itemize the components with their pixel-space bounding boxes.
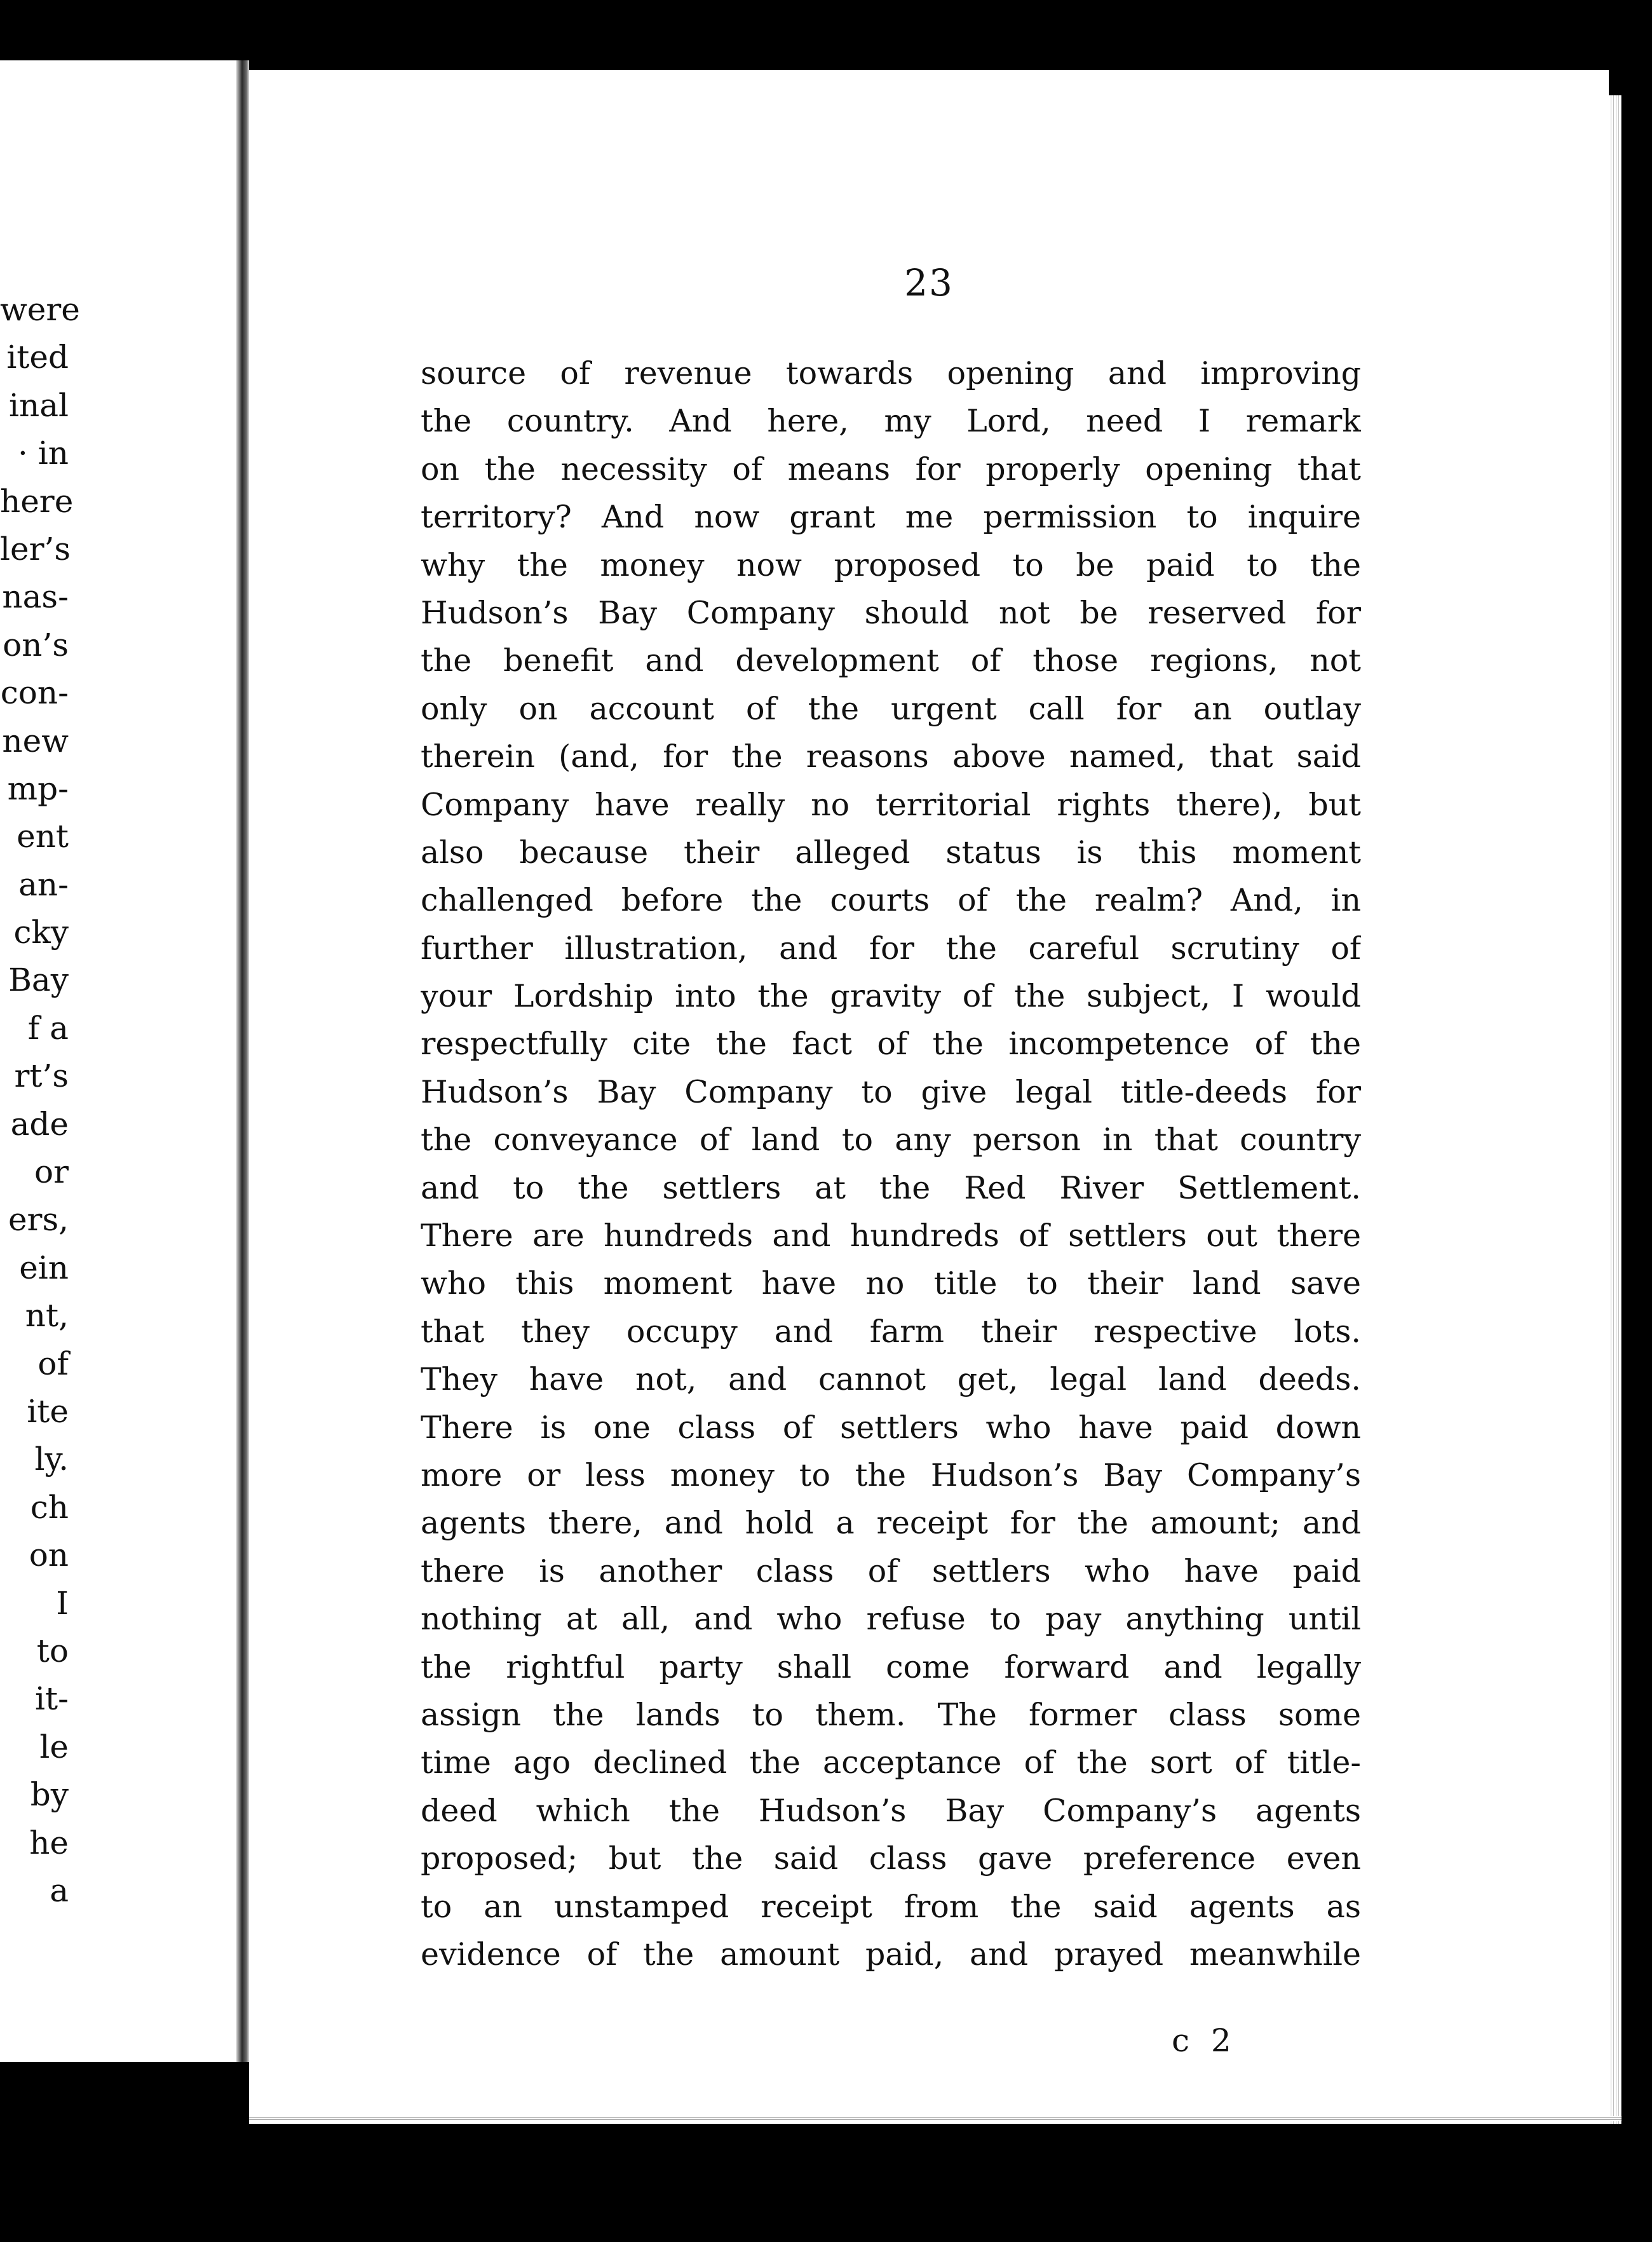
- left-line: of: [37, 1345, 69, 1382]
- text-line: to an unstamped receipt from the said agents as: [421, 1888, 1361, 1925]
- text-line: therein (and, for the reasons above named, that said: [421, 738, 1361, 775]
- left-line: were: [0, 291, 80, 328]
- left-line: inal: [9, 386, 69, 424]
- text-line: territory? And now grant me permission to inquire: [421, 499, 1361, 536]
- left-line: mp-: [7, 770, 69, 807]
- text-line: also because their alleged status is this moment: [421, 834, 1361, 871]
- text-line: nothing at all, and who refuse to pay anything until: [421, 1601, 1361, 1638]
- left-line: new: [2, 722, 69, 759]
- left-line: an-: [18, 866, 69, 903]
- text-line: time ago declined the acceptance of the sort of title-: [421, 1744, 1361, 1781]
- left-line: or: [34, 1153, 69, 1191]
- text-line: Hudson’s Bay Company should not be reserved for: [421, 594, 1361, 631]
- left-line: ite: [27, 1392, 69, 1430]
- left-line: ly.: [34, 1441, 69, 1478]
- left-line: ers,: [8, 1201, 69, 1239]
- text-line: your Lordship into the gravity of the subject, I would: [421, 978, 1361, 1015]
- left-line: ent: [17, 818, 69, 855]
- text-line: There is one class of settlers who have paid down: [421, 1409, 1361, 1446]
- text-line: why the money now proposed to be paid to the: [421, 547, 1361, 583]
- text-line: the rightful party shall come forward and legally: [421, 1648, 1361, 1685]
- page-number: 23: [904, 261, 954, 304]
- text-line: They have not, and cannot get, legal land deeds.: [421, 1361, 1361, 1398]
- left-line: he: [29, 1824, 69, 1861]
- text-line: respectfully cite the fact of the incompetence of the: [421, 1026, 1361, 1063]
- text-line: on the necessity of means for properly opening that: [421, 451, 1361, 487]
- left-line: ited: [6, 339, 69, 376]
- text-line: evidence of the amount paid, and prayed meanwhile: [421, 1936, 1361, 1973]
- left-line: a: [50, 1872, 69, 1909]
- text-line: that they occupy and farm their respective lots.: [421, 1313, 1361, 1350]
- body-text: [421, 350, 1361, 1978]
- left-line: nas-: [2, 578, 69, 616]
- page-edge: [1609, 95, 1622, 2124]
- text-line: the country. And here, my Lord, need I remark: [421, 403, 1361, 440]
- left-line: it-: [35, 1680, 69, 1718]
- text-line: there is another class of settlers who have paid: [421, 1552, 1361, 1589]
- left-line: here: [0, 482, 74, 520]
- left-line: le: [39, 1728, 69, 1765]
- left-line: on: [29, 1537, 69, 1574]
- left-line: cky: [13, 914, 69, 951]
- text-line: agents there, and hold a receipt for the amount; and: [421, 1505, 1361, 1542]
- left-line: con-: [0, 674, 69, 712]
- text-line: There are hundreds and hundreds of settlers out there: [421, 1218, 1361, 1254]
- left-page-text: [0, 286, 80, 1915]
- text-line: the benefit and development of those regions, not: [421, 642, 1361, 679]
- book-gutter: [236, 60, 249, 2062]
- text-line: assign the lands to them. The former class some: [421, 1696, 1361, 1733]
- left-line: f a: [27, 1009, 69, 1047]
- left-line: ler’s: [0, 530, 71, 567]
- text-line: the conveyance of land to any person in that country: [421, 1122, 1361, 1158]
- left-line: rt’s: [14, 1057, 69, 1095]
- text-line: proposed; but the said class gave preference even: [421, 1840, 1361, 1877]
- left-line: nt,: [25, 1297, 69, 1335]
- left-line: · in: [18, 435, 69, 472]
- text-line: more or less money to the Hudson’s Bay Company’s: [421, 1457, 1361, 1493]
- text-line: challenged before the courts of the realm? And, in: [421, 882, 1361, 919]
- text-line: deed which the Hudson’s Bay Company’s agents: [421, 1792, 1361, 1829]
- text-line: Company have really no territorial rights there), but: [421, 786, 1361, 823]
- left-line: ch: [30, 1488, 69, 1526]
- text-line: and to the settlers at the Red River Settlement.: [421, 1169, 1361, 1206]
- text-line: further illustration, and for the careful scrutiny of: [421, 930, 1361, 967]
- right-page: [249, 70, 1609, 2124]
- left-line: I: [56, 1584, 69, 1622]
- text-line: who this moment have no title to their land save: [421, 1265, 1361, 1302]
- text-line: source of revenue towards opening and improving: [421, 355, 1361, 391]
- left-page: [0, 60, 236, 2062]
- left-line: ade: [10, 1105, 69, 1143]
- left-line: ein: [19, 1249, 69, 1286]
- signature-mark: c 2: [1172, 2022, 1231, 2059]
- left-line: to: [36, 1632, 69, 1669]
- page-bottom-edge: [249, 2116, 1622, 2121]
- text-line: only on account of the urgent call for an outlay: [421, 690, 1361, 727]
- left-line: on’s: [3, 626, 69, 663]
- text-line: Hudson’s Bay Company to give legal title-deeds for: [421, 1073, 1361, 1110]
- left-line: by: [30, 1776, 69, 1814]
- left-line: Bay: [8, 961, 69, 999]
